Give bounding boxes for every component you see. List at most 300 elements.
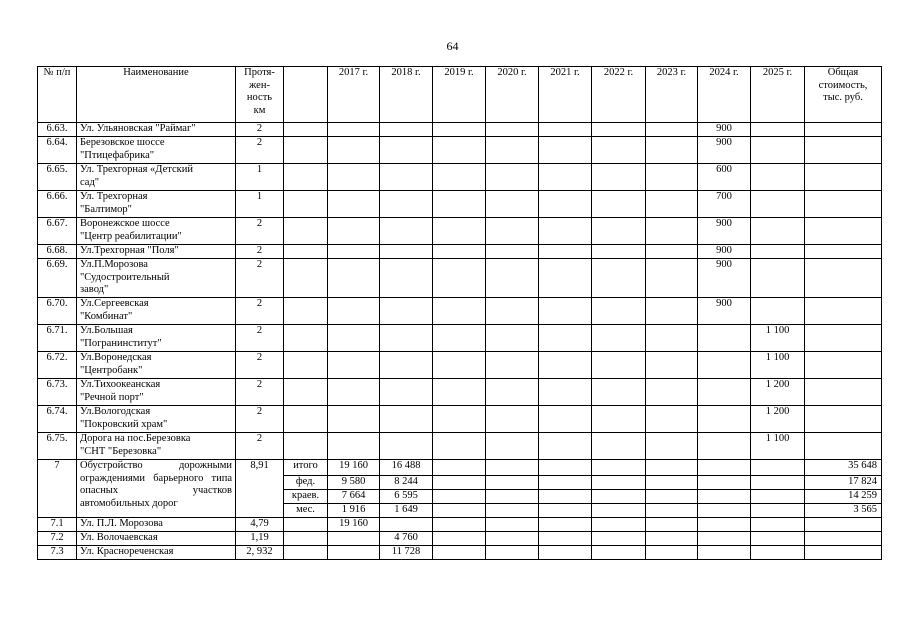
cell [328,191,380,218]
row-number: 6.64. [38,137,77,164]
fund-cell [284,123,328,137]
cell [646,218,698,245]
table-row [38,191,882,218]
value-2018 [380,518,433,532]
cell [646,191,698,218]
row-name [77,259,236,298]
row-length: 2 [236,433,284,460]
cell [698,532,751,546]
value-2017 [328,532,380,546]
total-cell [805,123,882,137]
cell [751,298,805,325]
row-name-line: "СНТ "Березовка" [80,445,162,457]
cell [433,490,486,504]
cell [433,164,486,191]
row-name-line: Ул.Вологодская [80,406,151,417]
fund-label: мес. [284,504,328,518]
table-row [38,218,882,245]
cell [698,352,751,379]
table-row [38,259,882,298]
header-total-line: стоимость, [818,79,868,91]
cell [486,379,539,406]
cell [380,406,433,433]
cell [328,245,380,259]
cell [433,504,486,518]
row-length: 1 [236,164,284,191]
cell [486,191,539,218]
cell [486,123,539,137]
fund-cell [284,245,328,259]
row-number: 6.67. [38,218,77,245]
fund-label: итого [284,460,328,476]
cell [486,518,539,532]
row-length: 2 [236,259,284,298]
cell [539,490,592,504]
table-row [38,298,882,325]
fund-cell [284,532,328,546]
year-value: 900 [698,123,751,137]
cell [380,164,433,191]
year-value: 900 [698,259,751,298]
cell [380,123,433,137]
header-year: 2020 г. [486,67,539,123]
year-value: 600 [698,164,751,191]
value-2017: 19 160 [328,518,380,532]
cell [592,406,646,433]
table-row [38,518,882,532]
cell [698,460,751,476]
cell [592,325,646,352]
header-year: 2024 г. [698,67,751,123]
row-length: 2 [236,352,284,379]
cell [698,504,751,518]
cell [539,406,592,433]
cell [698,476,751,490]
cell [486,164,539,191]
cell [592,532,646,546]
cell [486,298,539,325]
value-2017: 19 160 [328,460,380,476]
cell [433,433,486,460]
cell [592,298,646,325]
page-number: 64 [446,39,459,53]
cell [380,325,433,352]
value-total: 3 565 [805,504,882,518]
row-name: Ул. П.Л. Морозова [77,518,236,532]
header-total-line: тыс. руб. [823,92,863,103]
cell [751,504,805,518]
cell [433,191,486,218]
row-name-line: Ул.Воронедская [80,352,152,363]
fund-label: краев. [284,490,328,504]
cell [539,123,592,137]
fund-cell [284,406,328,433]
row-name-line: "Центр реабилитации" [80,230,182,242]
cell [486,532,539,546]
cell [433,460,486,476]
total-cell [805,259,882,298]
cell [751,490,805,504]
year-value: 900 [698,218,751,245]
cell [433,325,486,352]
cell [486,259,539,298]
value-2018: 11 728 [380,546,433,560]
row-number: 6.73. [38,379,77,406]
cell [646,504,698,518]
row-length: 2 [236,218,284,245]
row-name: Обустройство дорожными ограждениями барьерного типа опасных участков автомобильных дорог [77,460,236,518]
value-total: 14 259 [805,490,882,504]
cell [486,218,539,245]
row-length: 1,19 [236,532,284,546]
cell [751,259,805,298]
cell [592,433,646,460]
row-number: 6.66. [38,191,77,218]
row-name-line: завод" [80,284,109,295]
cell [539,164,592,191]
row-name [77,379,236,406]
row-name-line: "Покровский храм" [80,418,168,430]
cell [698,433,751,460]
total-cell [805,218,882,245]
cell [486,460,539,476]
cell [698,379,751,406]
row-number: 6.63. [38,123,77,137]
row-length: 8,91 [236,460,284,518]
cell [328,137,380,164]
cell [539,325,592,352]
header-year: 2019 г. [433,67,486,123]
row-name [77,433,236,460]
year-value: 1 100 [751,325,805,352]
header-name: Наименование [77,67,236,123]
cell [328,298,380,325]
row-number: 6.65. [38,164,77,191]
table-row [38,460,882,476]
cell [592,546,646,560]
cell [486,325,539,352]
cell [539,546,592,560]
total-cell [805,325,882,352]
fund-cell [284,518,328,532]
cell [328,406,380,433]
row-name-line: Ул. Ульяновская "Раймаг" [80,123,196,134]
cell [751,245,805,259]
cell [646,518,698,532]
header-year: 2017 г. [328,67,380,123]
cell [646,433,698,460]
row-name-line: Ул.П.Морозова [80,259,148,270]
fund-cell [284,137,328,164]
row-length: 2 [236,245,284,259]
row-name-line: "Птицефабрика" [80,149,155,161]
row-number: 7.3 [38,546,77,560]
cell [380,298,433,325]
cell [698,546,751,560]
cell [433,406,486,433]
row-name-line: Ул. Трехгорная «Детский [80,164,193,175]
total-cell [805,191,882,218]
cell [433,137,486,164]
cell [539,532,592,546]
cell [751,546,805,560]
value-2017 [328,546,380,560]
cell [539,137,592,164]
value-2018: 1 649 [380,504,433,518]
cell [646,490,698,504]
cell [380,433,433,460]
row-number: 7 [38,460,77,518]
value-2017: 9 580 [328,476,380,490]
table-row [38,352,882,379]
row-length: 2, 932 [236,546,284,560]
year-value: 1 100 [751,352,805,379]
cell [539,460,592,476]
total-cell [805,298,882,325]
cell [751,460,805,476]
row-number: 7.2 [38,532,77,546]
total-cell [805,532,882,546]
cell [646,532,698,546]
total-cell [805,379,882,406]
cell [646,137,698,164]
value-2018: 8 244 [380,476,433,490]
row-length: 2 [236,379,284,406]
cell [646,460,698,476]
cell [592,379,646,406]
cell [539,518,592,532]
cell [328,218,380,245]
cell [646,352,698,379]
cell [751,518,805,532]
cell [380,259,433,298]
header-no: № п/п [38,67,77,123]
row-name [77,325,236,352]
cell [646,245,698,259]
cell [486,433,539,460]
cell [592,259,646,298]
cell [328,433,380,460]
table-row [38,123,882,137]
cell [646,298,698,325]
cell [433,218,486,245]
cell [751,532,805,546]
cell [592,352,646,379]
row-length: 2 [236,123,284,137]
cell [380,137,433,164]
row-name-line: "Центробанк" [80,364,143,376]
cell [380,379,433,406]
cell [486,476,539,490]
year-value: 700 [698,191,751,218]
cell [433,298,486,325]
row-name [77,123,236,137]
cell [433,379,486,406]
row-name-line: "Речной порт" [80,391,144,403]
header-length-line: км [253,104,266,116]
table-row [38,433,882,460]
fund-cell [284,433,328,460]
cell [433,245,486,259]
cell [486,490,539,504]
year-value: 1 200 [751,379,805,406]
header-length-line: Протя- [244,67,275,78]
value-2018: 16 488 [380,460,433,476]
header-year: 2022 г. [592,67,646,123]
header-year: 2025 г. [751,67,805,123]
row-name-line: Ул.Сергеевская [80,298,149,309]
cell [646,546,698,560]
cell [592,460,646,476]
row-name-line: "Погранинститут" [80,337,162,349]
cell [751,218,805,245]
table-row [38,325,882,352]
cell [433,259,486,298]
year-value: 900 [698,245,751,259]
header-length-line: жен- [249,79,270,91]
table-row [38,532,882,546]
total-cell [805,546,882,560]
header-length-line: ность [246,92,273,103]
row-name: Ул. Краснореченская [77,546,236,560]
fund-label: фед. [284,476,328,490]
cell [328,352,380,379]
cell [646,259,698,298]
cell [592,218,646,245]
cell [646,164,698,191]
cell [433,518,486,532]
cell [751,137,805,164]
table-row [38,379,882,406]
header-length [236,67,284,123]
total-cell [805,352,882,379]
cell [539,433,592,460]
cell [751,123,805,137]
row-name-line: Ул.Трехгорная "Поля" [80,245,179,256]
cell [539,504,592,518]
cell [646,379,698,406]
table-row [38,245,882,259]
cell [486,352,539,379]
header-fund [284,67,328,123]
row-name [77,298,236,325]
fund-cell [284,218,328,245]
cell [592,191,646,218]
cell [433,476,486,490]
value-2018: 4 760 [380,532,433,546]
cell [539,352,592,379]
cell [698,406,751,433]
row-name-line: Ул.Тихоокеанская [80,379,161,390]
header-year: 2018 г. [380,67,433,123]
cell [328,123,380,137]
cell [328,379,380,406]
cell [380,191,433,218]
row-number: 6.71. [38,325,77,352]
fund-cell [284,546,328,560]
header-year: 2021 г. [539,67,592,123]
row-name [77,191,236,218]
cell [592,518,646,532]
row-name [77,164,236,191]
fund-cell [284,191,328,218]
cell [433,546,486,560]
cell [698,518,751,532]
cell [539,298,592,325]
cell [486,406,539,433]
cell [486,137,539,164]
cell [380,218,433,245]
total-cell [805,406,882,433]
row-length: 2 [236,406,284,433]
value-total: 35 648 [805,460,882,476]
cell [751,164,805,191]
row-name [77,245,236,259]
cell [646,406,698,433]
cell [698,325,751,352]
cell [646,325,698,352]
cell [433,532,486,546]
cell [539,476,592,490]
table-row [38,546,882,560]
row-length: 2 [236,298,284,325]
cell [592,490,646,504]
row-name-line: Березовское шоссе [80,137,165,148]
table-row [38,164,882,191]
cell [751,191,805,218]
cell [539,379,592,406]
row-name-line: "Балтимор" [80,203,132,215]
row-number: 7.1 [38,518,77,532]
row-name [77,406,236,433]
cell [328,164,380,191]
cell [539,218,592,245]
row-number: 6.72. [38,352,77,379]
cell [592,137,646,164]
year-value: 1 200 [751,406,805,433]
row-length: 1 [236,191,284,218]
value-2018: 6 595 [380,490,433,504]
cell [328,325,380,352]
cell [592,123,646,137]
fund-cell [284,259,328,298]
cell [433,352,486,379]
cell [539,259,592,298]
cell [592,476,646,490]
row-number: 6.68. [38,245,77,259]
cell [592,504,646,518]
cell [328,259,380,298]
cell [380,352,433,379]
row-name [77,218,236,245]
cell [380,245,433,259]
year-value: 900 [698,298,751,325]
cell [486,245,539,259]
total-cell [805,433,882,460]
budget-table [37,66,882,560]
cell [433,123,486,137]
row-name-line: Дорога на пос.Березовка [80,433,191,444]
fund-cell [284,379,328,406]
row-name-line: Ул. Трехгорная [80,191,148,202]
cell [646,123,698,137]
table-row [38,406,882,433]
row-length: 2 [236,325,284,352]
cell [698,490,751,504]
row-number: 6.75. [38,433,77,460]
row-name: Ул. Волочаевская [77,532,236,546]
row-name [77,352,236,379]
